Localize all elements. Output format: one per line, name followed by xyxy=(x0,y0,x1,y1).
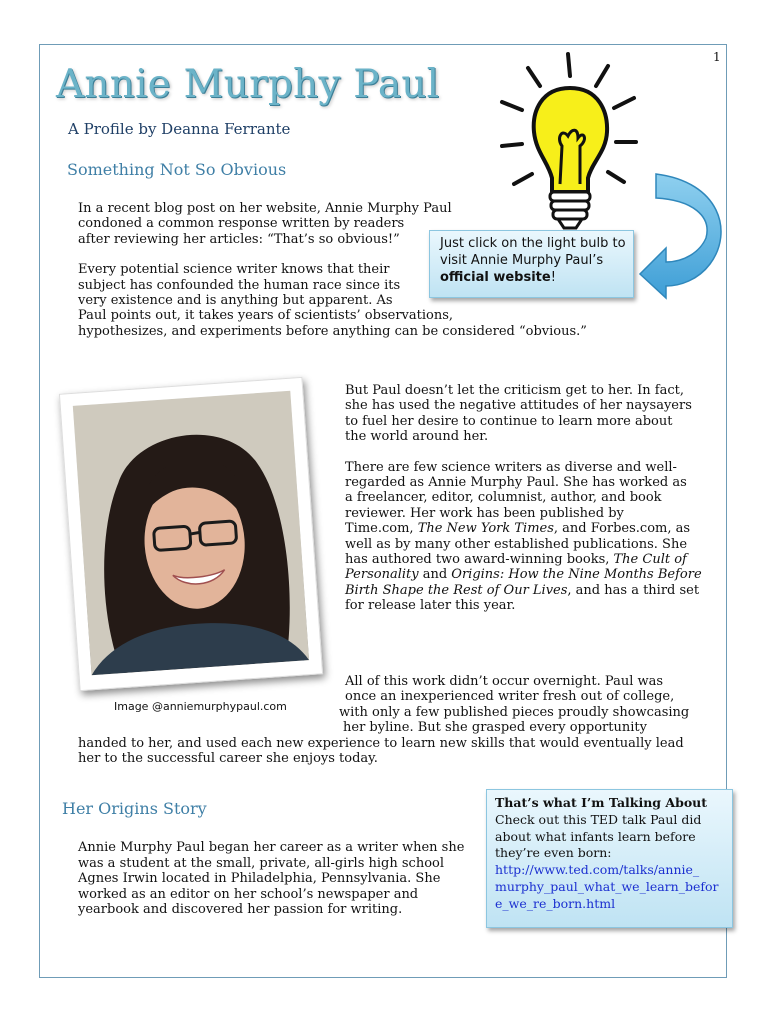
paragraph-origins xyxy=(78,840,464,918)
text-line: to fuel her desire to continue to learn more about xyxy=(345,413,673,429)
callout-line: visit Annie Murphy Paul’s xyxy=(440,253,604,268)
text-line: Every potential science writer knows that their xyxy=(78,262,390,278)
text-run: has authored two award-winning books, xyxy=(345,552,614,568)
text-line xyxy=(345,552,702,567)
text-line: hypothesizes, and experiments before anything can be considered “obvious.” xyxy=(78,323,587,339)
callout-line: Check out this TED talk Paul did xyxy=(495,811,702,827)
paragraph-overnight xyxy=(78,674,689,766)
text-line xyxy=(345,583,702,598)
text-line: All of this work didn’t occur overnight. Paul was xyxy=(345,674,664,689)
right-column-text xyxy=(345,383,702,614)
text-line: she has used the negative attitudes of her naysayers xyxy=(345,398,692,414)
text-run: Time.com, xyxy=(345,521,418,537)
section-heading-obvious: Something Not So Obvious xyxy=(67,160,287,179)
section-heading-origins: Her Origins Story xyxy=(62,799,207,818)
text-line xyxy=(345,521,702,536)
book-title: Birth Shape the Rest of Our Lives xyxy=(345,582,568,598)
text-line: for release later this year. xyxy=(345,598,516,614)
text-line xyxy=(345,567,702,582)
text-line: was a student at the small, private, all-girls high school xyxy=(78,855,445,871)
callout-line: they’re even born: xyxy=(495,845,612,861)
photo-caption: Image @anniemurphypaul.com xyxy=(114,700,287,713)
text-line: Paul points out, it takes years of scientists’ observations, xyxy=(78,308,454,324)
ted-talk-link[interactable]: e_we_re_born.html xyxy=(495,895,616,911)
page-title: Annie Murphy Paul xyxy=(56,62,440,107)
text-line: a freelancer, editor, columnist, author, and book xyxy=(345,490,662,506)
text-line: yearbook and discovered her passion for writing. xyxy=(78,902,403,918)
text-line: There are few science writers as diverse and well- xyxy=(345,459,677,475)
text-line: In a recent blog post on her website, Annie Murphy Paul xyxy=(78,201,452,216)
text-line: with only a few published pieces proudly showcasing xyxy=(339,704,690,720)
text-line: her byline. But she grasped every opportunity xyxy=(343,720,647,736)
paragraph-blog-post xyxy=(78,201,587,247)
paragraph-diverse-writer xyxy=(345,460,702,614)
paragraph-science-writer xyxy=(78,262,587,339)
text-line: worked as an editor on her school’s newspaper and xyxy=(78,886,419,902)
book-title: Personality xyxy=(345,567,419,583)
text-line: Agnes Irwin located in Philadelphia, Pennsylvania. She xyxy=(78,871,441,887)
text-run: , and has a third set xyxy=(567,582,700,598)
text-line: once an inexperienced writer fresh out of college, xyxy=(345,689,675,705)
ted-talk-callout xyxy=(486,789,733,928)
text-run: and xyxy=(418,567,452,583)
text-run: , and Forbes.com, as xyxy=(553,521,691,537)
callout-line: Just click on the light bulb to xyxy=(440,236,626,251)
book-title: The Cult of xyxy=(613,552,687,568)
author-photo xyxy=(73,391,309,676)
book-title: Origins: How the Nine Months Before xyxy=(451,567,702,583)
page-number: 1 xyxy=(713,50,721,64)
paragraph-criticism xyxy=(345,383,702,445)
text-line: reviewer. Her work has been published by xyxy=(345,505,624,521)
intro-paragraphs xyxy=(78,201,587,339)
official-website-link[interactable]: official website xyxy=(440,270,551,285)
text-line: subject has confounded the human race since its xyxy=(78,277,401,293)
text-line: very existence and is anything but apparent. As xyxy=(78,293,393,309)
ted-talk-link[interactable]: murphy_paul_what_we_learn_befor xyxy=(495,878,719,894)
text-line: Annie Murphy Paul began her career as a writer when she xyxy=(78,840,465,855)
text-line: condoned a common response written by readers xyxy=(78,216,405,232)
text-line: regarded as Annie Murphy Paul. She has worked as xyxy=(345,475,687,491)
text-line: well as by many other established publications. She xyxy=(345,536,688,552)
ted-talk-link[interactable]: http://www.ted.com/talks/annie_ xyxy=(495,862,700,878)
callout-heading: That’s what I’m Talking About xyxy=(495,795,708,810)
text-line: handed to her, and used each new experience to learn new skills that would eventually lead xyxy=(78,735,684,751)
publication-title: The New York Times xyxy=(417,521,554,537)
text-line: the world around her. xyxy=(345,429,489,445)
callout-punct: ! xyxy=(550,270,556,285)
portrait-illustration xyxy=(73,391,309,676)
author-photo-frame xyxy=(59,377,323,691)
byline: A Profile by Deanna Ferrante xyxy=(68,120,291,138)
text-line: after reviewing her articles: “That’s so obvious!” xyxy=(78,231,400,247)
text-line: But Paul doesn’t let the criticism get to her. In fact, xyxy=(345,383,684,398)
text-line: her to the successful career she enjoys today. xyxy=(78,751,378,767)
callout-line: about what infants learn before xyxy=(495,828,696,844)
